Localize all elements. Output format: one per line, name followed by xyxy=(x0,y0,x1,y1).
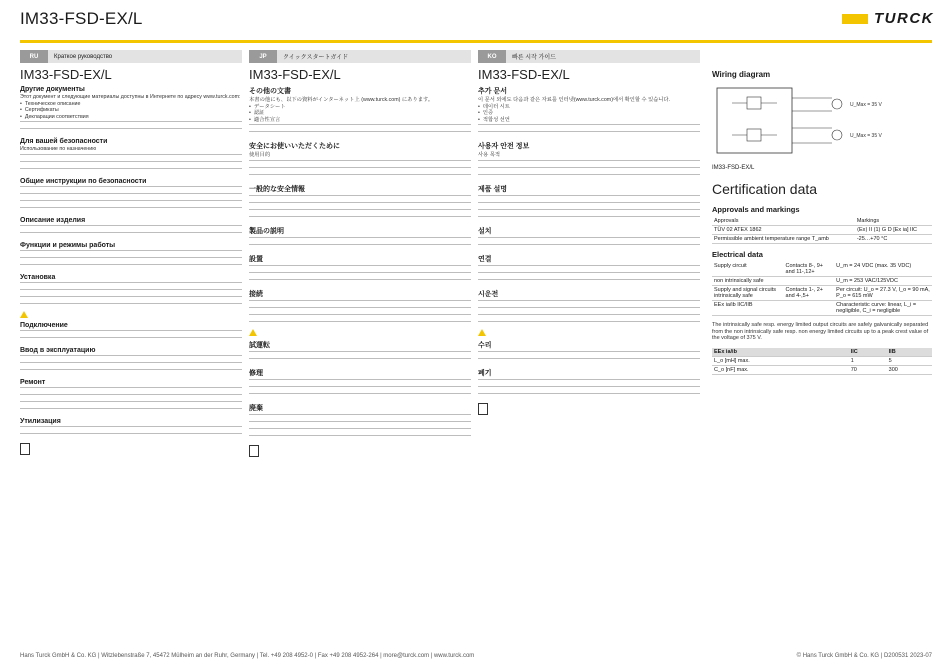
text-lines xyxy=(20,289,242,295)
section-heading: 試運転 xyxy=(249,341,270,349)
text-lines xyxy=(249,321,471,327)
text-lines xyxy=(478,379,700,385)
electrical-table xyxy=(712,262,932,316)
text-lines xyxy=(249,435,471,441)
ex-head-cell: IIC xyxy=(849,348,887,357)
text-lines xyxy=(249,216,471,222)
text-lines xyxy=(478,244,700,250)
text-lines xyxy=(249,428,471,434)
text-lines xyxy=(20,426,242,432)
text-lines xyxy=(478,202,700,208)
text-lines xyxy=(20,387,242,393)
ex-table-head xyxy=(712,348,932,357)
ex-table-row xyxy=(712,365,932,374)
text-lines xyxy=(478,307,700,313)
text-lines xyxy=(20,337,242,343)
text-lines xyxy=(478,237,700,243)
text-lines xyxy=(249,300,471,306)
list-item: • 인증 xyxy=(478,110,700,117)
markings-head: Markings xyxy=(855,217,932,226)
section-text: 本書の他にも、以下の資料がインターネット上 (www.turck.com) にあります。 xyxy=(249,97,434,103)
text-lines xyxy=(249,244,471,250)
wiring-model: IM33-FSD-EX/L xyxy=(712,165,755,171)
electrical-cell: Contacts 8-, 9+ and 11-,12+ xyxy=(784,262,835,277)
approvals-head: Approvals xyxy=(712,217,855,226)
text-lines xyxy=(20,225,242,231)
warning-icon xyxy=(20,311,28,318)
text-lines xyxy=(478,351,700,357)
section-heading: 연결 xyxy=(478,255,492,263)
approval-value: TÜV 02 ATEX 1862 xyxy=(712,226,855,235)
electrical-title: Electrical data xyxy=(712,250,763,259)
approvals-title: Approvals and markings xyxy=(712,205,800,214)
text-lines xyxy=(249,265,471,271)
wiring-title: Wiring diagram xyxy=(712,70,771,79)
electrical-cell: Supply circuit xyxy=(712,262,784,277)
text-lines xyxy=(249,421,471,427)
electrical-cell: EEx ia/ib IIC/IIB xyxy=(712,301,784,316)
warning-icon xyxy=(249,329,257,336)
ex-cell: 5 xyxy=(887,356,932,365)
section-heading: Другие документы xyxy=(20,86,85,93)
language-code: JP xyxy=(249,50,277,63)
list-item: • データシート xyxy=(249,104,471,111)
text-lines xyxy=(249,167,471,173)
text-lines xyxy=(249,237,471,243)
ambient-value: -25…+70 °C xyxy=(855,235,932,244)
section-heading: Ввод в эксплуатацию xyxy=(20,346,96,354)
section-heading: 設置 xyxy=(249,255,263,263)
text-lines xyxy=(20,154,242,160)
electrical-row xyxy=(712,277,932,286)
section-heading: 一般的な安全情報 xyxy=(249,185,305,193)
text-lines xyxy=(478,386,700,392)
text-lines xyxy=(20,408,242,414)
text-lines xyxy=(249,314,471,320)
text-lines xyxy=(20,250,242,256)
electrical-cell xyxy=(784,301,835,316)
text-lines xyxy=(249,351,471,357)
text-lines xyxy=(20,193,242,199)
ambient-label: Permissible ambient temperature range T_amb xyxy=(712,235,855,244)
text-lines xyxy=(249,131,471,137)
header xyxy=(0,0,950,38)
footer-address: Hans Turck GmbH & Co. KG | Witzlebenstraße 7, 45472 Mülheim an der Ruhr, Germany | Tel. +49 208 4952-0 | Fax +49 208 4952-264 | more@turck.com | www.turck.com xyxy=(20,653,475,659)
section-text: 使用目的 xyxy=(249,152,271,158)
text-lines xyxy=(20,330,242,336)
text-lines xyxy=(20,200,242,206)
marking-value: ⟨Ex⟩ II (1) G D [Ex ia] IIC xyxy=(855,226,932,235)
section-heading: 接続 xyxy=(249,290,263,298)
ex-cell: 300 xyxy=(887,365,932,374)
text-lines xyxy=(20,257,242,263)
text-lines xyxy=(478,209,700,215)
turck-logo: TURCK xyxy=(842,10,934,27)
column-title: IM33-FSD-EX/L xyxy=(478,67,570,82)
text-lines xyxy=(478,300,700,306)
text-lines xyxy=(478,272,700,278)
section-heading: 제품 설명 xyxy=(478,185,507,193)
section-text: 이 문서 외에도 다음과 같은 자료를 인터넷(www.turck.com)에서 확인할 수 있습니다. xyxy=(478,97,671,103)
text-lines xyxy=(478,195,700,201)
electrical-row xyxy=(712,286,932,301)
header-divider xyxy=(20,40,932,43)
warning xyxy=(478,329,700,336)
language-code: KO xyxy=(478,50,506,63)
text-lines xyxy=(249,379,471,385)
section-heading: 사용자 안전 정보 xyxy=(478,143,530,150)
list-item: • 適合性宣言 xyxy=(249,117,471,124)
electrical-cell: U_m = 24 VDC (max. 35 VDC) xyxy=(834,262,932,277)
wiring-diagram xyxy=(712,83,927,158)
text-lines xyxy=(20,394,242,400)
language-bar xyxy=(478,50,700,63)
ex-head-cell: EEx ia/ib xyxy=(712,348,849,357)
section-heading: Для вашей безопасности xyxy=(20,138,108,145)
electrical-row xyxy=(712,262,932,277)
section-heading: 廃棄 xyxy=(249,404,263,412)
text-lines xyxy=(478,393,700,399)
section-heading: 수리 xyxy=(478,341,492,349)
electrical-row xyxy=(712,301,932,316)
section-list xyxy=(20,101,242,121)
text-lines xyxy=(20,433,242,439)
electrical-cell: Supply and signal circuits intrinsically safe xyxy=(712,286,784,301)
section-heading: Функции и режимы работы xyxy=(20,241,116,249)
list-item: • 데이터 시트 xyxy=(478,104,700,111)
text-lines xyxy=(249,124,471,130)
list-item: • Сертификаты xyxy=(20,107,242,114)
language-code: RU xyxy=(20,50,48,63)
ex-cell: C_o [nF] max. xyxy=(712,365,849,374)
section-list xyxy=(249,104,471,124)
warning-icon xyxy=(478,329,486,336)
footer-copyright: © Hans Turck GmbH & Co. KG | D200531 2023-07 xyxy=(796,653,932,659)
text-lines xyxy=(20,362,242,368)
warning xyxy=(20,311,242,318)
text-lines xyxy=(478,321,700,327)
section-heading: 시운전 xyxy=(478,290,499,298)
list-item: • 認証 xyxy=(249,110,471,117)
document-title: IM33-FSD-EX/L xyxy=(20,9,143,28)
text-lines xyxy=(478,265,700,271)
text-lines xyxy=(478,160,700,166)
electrical-cell: Characteristic curve: linear, L_i = negligible, C_i = negligible xyxy=(834,301,932,316)
column-title: IM33-FSD-EX/L xyxy=(249,67,341,82)
ex-cell: L_o [mH] max. xyxy=(712,356,849,365)
ex-head-cell: IIB xyxy=(887,348,932,357)
ex-table-row xyxy=(712,356,932,365)
text-lines xyxy=(20,296,242,302)
text-lines xyxy=(249,160,471,166)
list-item: • Техническое описание xyxy=(20,101,242,108)
text-lines xyxy=(478,279,700,285)
electrical-cell: U_m = 253 VAC/125VDC xyxy=(834,277,932,286)
text-lines xyxy=(20,369,242,375)
section-heading: 安全にお使いいただくために xyxy=(249,143,340,150)
section-text: Использование по назначению xyxy=(20,146,97,152)
text-lines xyxy=(249,393,471,399)
text-lines xyxy=(20,186,242,192)
ex-cell: 70 xyxy=(849,365,887,374)
text-lines xyxy=(249,195,471,201)
electrical-cell: Per circuit: U_o = 27.3 V, I_o = 90 mA, P_o = 615 mW xyxy=(834,286,932,301)
section-text: Этот документ и следующие материалы доступны в Интернете по адресу www.turck.com: xyxy=(20,94,241,100)
text-lines xyxy=(20,303,242,309)
footer xyxy=(20,653,932,659)
section-heading: 설치 xyxy=(478,227,492,235)
electrical-cell: non intrinsically safe xyxy=(712,277,784,286)
text-lines xyxy=(249,209,471,215)
text-lines xyxy=(249,414,471,420)
text-lines xyxy=(20,168,242,174)
approvals-table xyxy=(712,217,932,244)
text-lines xyxy=(20,264,242,270)
column-ko xyxy=(478,50,700,648)
text-lines xyxy=(478,124,700,130)
text-lines xyxy=(478,358,700,364)
language-label: 빠른 시작 가이드 xyxy=(512,55,556,61)
language-bar xyxy=(249,50,471,63)
section-heading: その他の文書 xyxy=(249,88,291,95)
text-lines xyxy=(478,216,700,222)
ex-cell: 1 xyxy=(849,356,887,365)
section-heading: 修理 xyxy=(249,369,263,377)
text-lines xyxy=(20,161,242,167)
text-lines xyxy=(20,207,242,213)
section-heading: Утилизация xyxy=(20,417,61,425)
text-lines xyxy=(478,131,700,137)
isolation-note: The intrinsically safe resp. energy limited output circuits are safely galvanically separated from the non intrinsically safe resp. non energy limited circuits up to a peak crest value of the voltage of 375 V. xyxy=(712,322,929,341)
list-item: • Декларации соответствия xyxy=(20,114,242,121)
text-lines xyxy=(249,174,471,180)
section-heading: 製品の説明 xyxy=(249,227,284,235)
electrical-cell: Contacts 1-, 2+ and 4-,5+ xyxy=(784,286,835,301)
disposal-bin-icon xyxy=(249,445,259,457)
text-lines xyxy=(249,202,471,208)
text-lines xyxy=(20,282,242,288)
right-panel xyxy=(712,50,932,375)
text-lines xyxy=(249,358,471,364)
wiring-label-2: U_Max = 35 V xyxy=(850,133,882,139)
column-ru xyxy=(20,50,242,648)
text-lines xyxy=(249,307,471,313)
text-lines xyxy=(20,355,242,361)
disposal-bin-icon xyxy=(20,443,30,455)
column-title: IM33-FSD-EX/L xyxy=(20,67,112,82)
text-lines xyxy=(249,386,471,392)
section-heading: Ремонт xyxy=(20,378,46,386)
disposal-bin-icon xyxy=(478,403,488,415)
electrical-cell xyxy=(784,277,835,286)
logo-bar-icon xyxy=(842,14,868,24)
ex-table xyxy=(712,348,932,375)
section-heading: 폐기 xyxy=(478,369,492,377)
section-heading: Установка xyxy=(20,273,56,281)
list-item: • 적합성 선언 xyxy=(478,117,700,124)
text-lines xyxy=(20,401,242,407)
text-lines xyxy=(478,174,700,180)
section-heading: Описание изделия xyxy=(20,216,86,224)
language-bar xyxy=(20,50,242,63)
section-list xyxy=(478,104,700,124)
text-lines xyxy=(249,272,471,278)
wiring-label-1: U_Max = 35 V xyxy=(850,102,882,108)
column-jp xyxy=(249,50,471,648)
cert-title: Certification data xyxy=(712,181,818,197)
language-label: クイックスタートガイド xyxy=(283,55,349,61)
section-text: 사용 목적 xyxy=(478,152,500,158)
language-label: Краткое руководство xyxy=(54,53,113,60)
text-lines xyxy=(20,232,242,238)
warning xyxy=(249,329,471,336)
text-lines xyxy=(249,279,471,285)
section-heading: Общие инструкции по безопасности xyxy=(20,177,147,185)
text-lines xyxy=(478,314,700,320)
text-lines xyxy=(478,167,700,173)
text-lines xyxy=(20,128,242,134)
section-heading: Подключение xyxy=(20,321,68,329)
section-heading: 추가 문서 xyxy=(478,88,507,95)
text-lines xyxy=(20,121,242,127)
